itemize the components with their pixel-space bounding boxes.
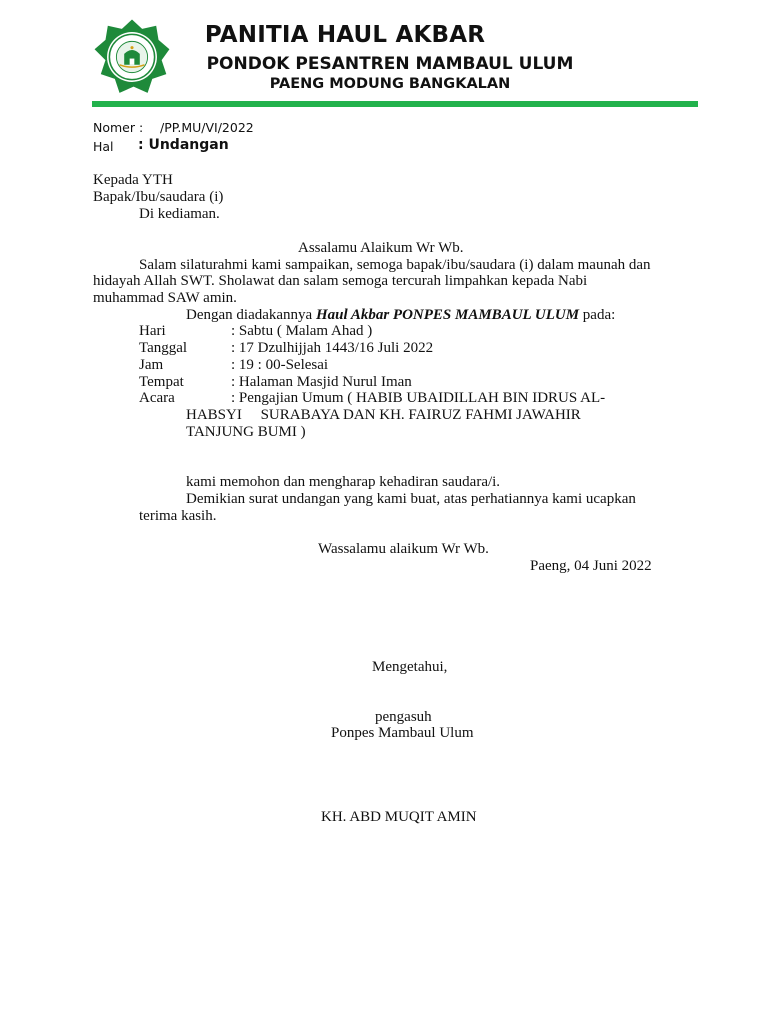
mengetahui: Mengetahui, <box>372 659 448 675</box>
nomer-label: Nomer : <box>93 120 144 135</box>
detail-value-tanggal: : 17 Dzulhijjah 1443/16 Juli 2022 <box>231 340 434 356</box>
paragraph-2-pre: Dengan diadakannya <box>186 307 316 323</box>
wassalam: Wassalamu alaikum Wr Wb. <box>318 541 489 557</box>
paragraph-1-line-3: muhammad SAW amin. <box>93 290 237 306</box>
greeting: Assalamu Alaikum Wr Wb. <box>298 240 464 256</box>
letterhead-location: PAENG MODUNG BANGKALAN <box>269 76 511 92</box>
recipient-line-2: Bapak/Ibu/saudara (i) <box>93 189 224 205</box>
detail-value-acara: : Pengajian Umum ( HABIB UBAIDILLAH BIN IDRUS AL- <box>231 390 606 406</box>
letterhead-subtitle: PONDOK PESANTREN MAMBAUL ULUM <box>206 54 574 74</box>
detail-value-jam: : 19 : 00-Selesai <box>231 357 329 373</box>
event-name: Haul Akbar PONPES MAMBAUL ULUM <box>315 307 580 323</box>
recipient-line-3: Di kediaman. <box>139 206 220 222</box>
pesantren-seal-icon <box>93 18 171 96</box>
detail-value-hari: : Sabtu ( Malam Ahad ) <box>231 323 373 339</box>
detail-label-acara: Acara <box>139 390 175 406</box>
letterhead-title: PANITIA HAUL AKBAR <box>204 22 486 48</box>
detail-value-tempat: : Halaman Masjid Nurul Iman <box>231 374 412 390</box>
detail-label-tempat: Tempat <box>139 374 184 390</box>
closing-line-2: Demikian surat undangan yang kami buat, atas perhatiannya kami ucapkan <box>186 491 636 507</box>
detail-label-jam: Jam <box>139 357 164 373</box>
acara-continuation-2: TANJUNG BUMI ) <box>186 424 306 440</box>
closing-line-3: terima kasih. <box>139 508 217 524</box>
closing-line-1: kami memohon dan mengharap kehadiran saudara/i. <box>186 474 501 490</box>
signature-name: KH. ABD MUQIT AMIN <box>321 809 477 825</box>
paragraph-1-line-1: Salam silaturahmi kami sampaikan, semoga bapak/ibu/saudara (i) dalam maunah dan <box>139 257 651 273</box>
hal-label: Hal <box>93 139 114 154</box>
recipient-line-1: Kepada YTH <box>93 172 173 188</box>
acara-continuation-1: HABSYI SURABAYA DAN KH. FAIRUZ FAHMI JAWAHIR <box>186 407 581 423</box>
signature-role: pengasuh <box>375 709 432 725</box>
detail-label-hari: Hari <box>139 323 166 339</box>
nomer-value: /PP.MU/VI/2022 <box>160 120 254 135</box>
hal-value: : Undangan <box>138 137 229 153</box>
paragraph-2-post: pada: <box>579 307 616 323</box>
letterhead-divider <box>92 101 698 107</box>
place-date: Paeng, 04 Juni 2022 <box>530 558 652 574</box>
detail-label-tanggal: Tanggal <box>139 340 188 356</box>
signature-institution: Ponpes Mambaul Ulum <box>331 725 474 741</box>
paragraph-1-line-2: hidayah Allah SWT. Sholawat dan salam semoga tercurah limpahkan kepada Nabi <box>93 273 588 289</box>
paragraph-2 <box>186 307 615 324</box>
